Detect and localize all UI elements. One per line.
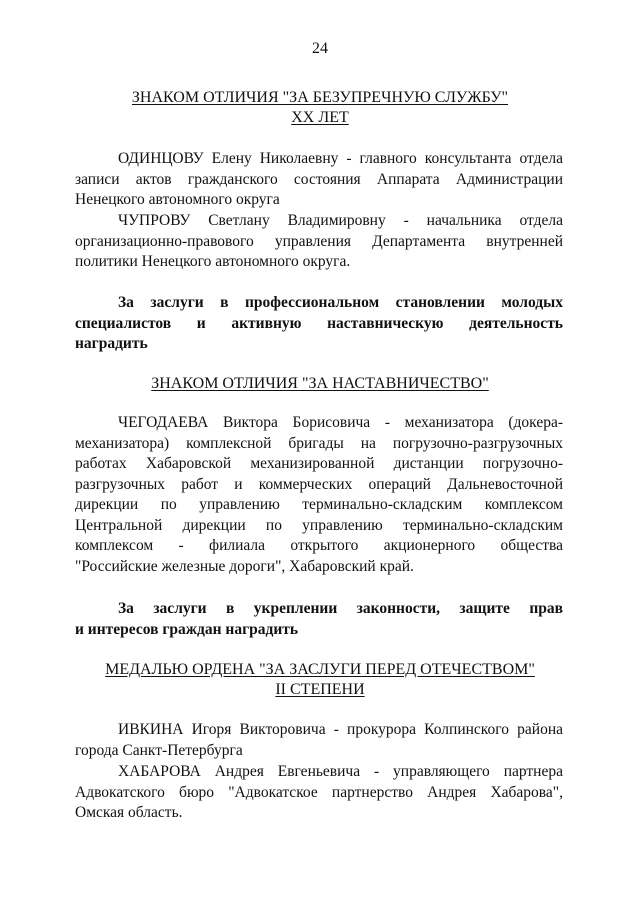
intro-line: специалистов и активную наставническую деятельность [75,314,563,332]
entry-line: Адвокатского бюро "Адвокатское партнерство Андрея Хабарова", [75,783,563,801]
entry-line: ОДИНЦОВУ Елену Николаевну - главного консультанта отдела [118,150,563,167]
awardee-entry [75,762,563,824]
entry-line: записи актов гражданского состояния Аппарата Администрации [75,170,563,188]
award-heading-mentoring [60,374,580,394]
entry-line: ИВКИНА Игоря Викторовича - прокурора Колпинского района [118,721,563,738]
entry-line: Центральной дирекции по управлению терминально-складским [75,516,563,534]
awardee-entry [75,413,563,577]
heading-line: МЕДАЛЬЮ ОРДЕНА "ЗА ЗАСЛУГИ ПЕРЕД ОТЕЧЕСТВОМ" [105,661,535,678]
entry-line: ЧУПРОВУ Светлану Владимировну - начальника отдела [118,212,563,229]
heading-line: ЗНАКОМ ОТЛИЧИЯ "ЗА НАСТАВНИЧЕСТВО" [151,375,489,392]
awardee-entry [75,149,563,211]
awardee-entry [75,211,563,273]
entry-line: механизатора) комплексной бригады на погрузочно-разгрузочных [75,434,563,452]
award-heading-service [60,88,580,128]
award-intro [75,599,563,640]
intro-line: За заслуги в укреплении законности, защите прав [118,600,563,617]
entry-line: Ненецкого автономного округа [75,191,280,208]
entry-line: политики Ненецкого автономного округа. [75,253,351,270]
intro-line: наградить [75,335,148,352]
awardee-entry [75,720,563,761]
intro-line: За заслуги в профессиональном становлении молодых [118,294,563,311]
entry-line: ЧЕГОДАЕВА Виктора Борисовича - механизатора (докера- [118,414,563,431]
award-heading-medal [60,660,580,700]
entry-line: разгрузочных работ и коммерческих операций Дальневосточной [75,475,563,493]
entry-line: ХАБАРОВА Андрея Евгеньевича - управляющего партнера [118,763,563,780]
entry-line: работах Хабаровской механизированной дистанции погрузочно- [75,455,563,472]
entry-line: "Российские железные дороги", Хабаровский край. [75,557,414,575]
heading-line: XX ЛЕТ [291,109,349,126]
entry-line: организационно-правового управления Департамента внутренней [75,232,563,250]
page-number: 24 [312,40,328,57]
heading-line: II СТЕПЕНИ [275,681,365,698]
entry-line: Омская область. [75,804,183,821]
entry-line: города Санкт-Петербурга [75,741,243,759]
entry-line: комплексом - филиала открытого акционерного общества [75,537,563,554]
entry-line: дирекции по управлению терминально-складским комплексом [75,496,563,513]
award-intro [75,293,563,355]
heading-line: ЗНАКОМ ОТЛИЧИЯ "ЗА БЕЗУПРЕЧНУЮ СЛУЖБУ" [131,89,509,106]
intro-line: и интересов граждан наградить [75,620,299,638]
